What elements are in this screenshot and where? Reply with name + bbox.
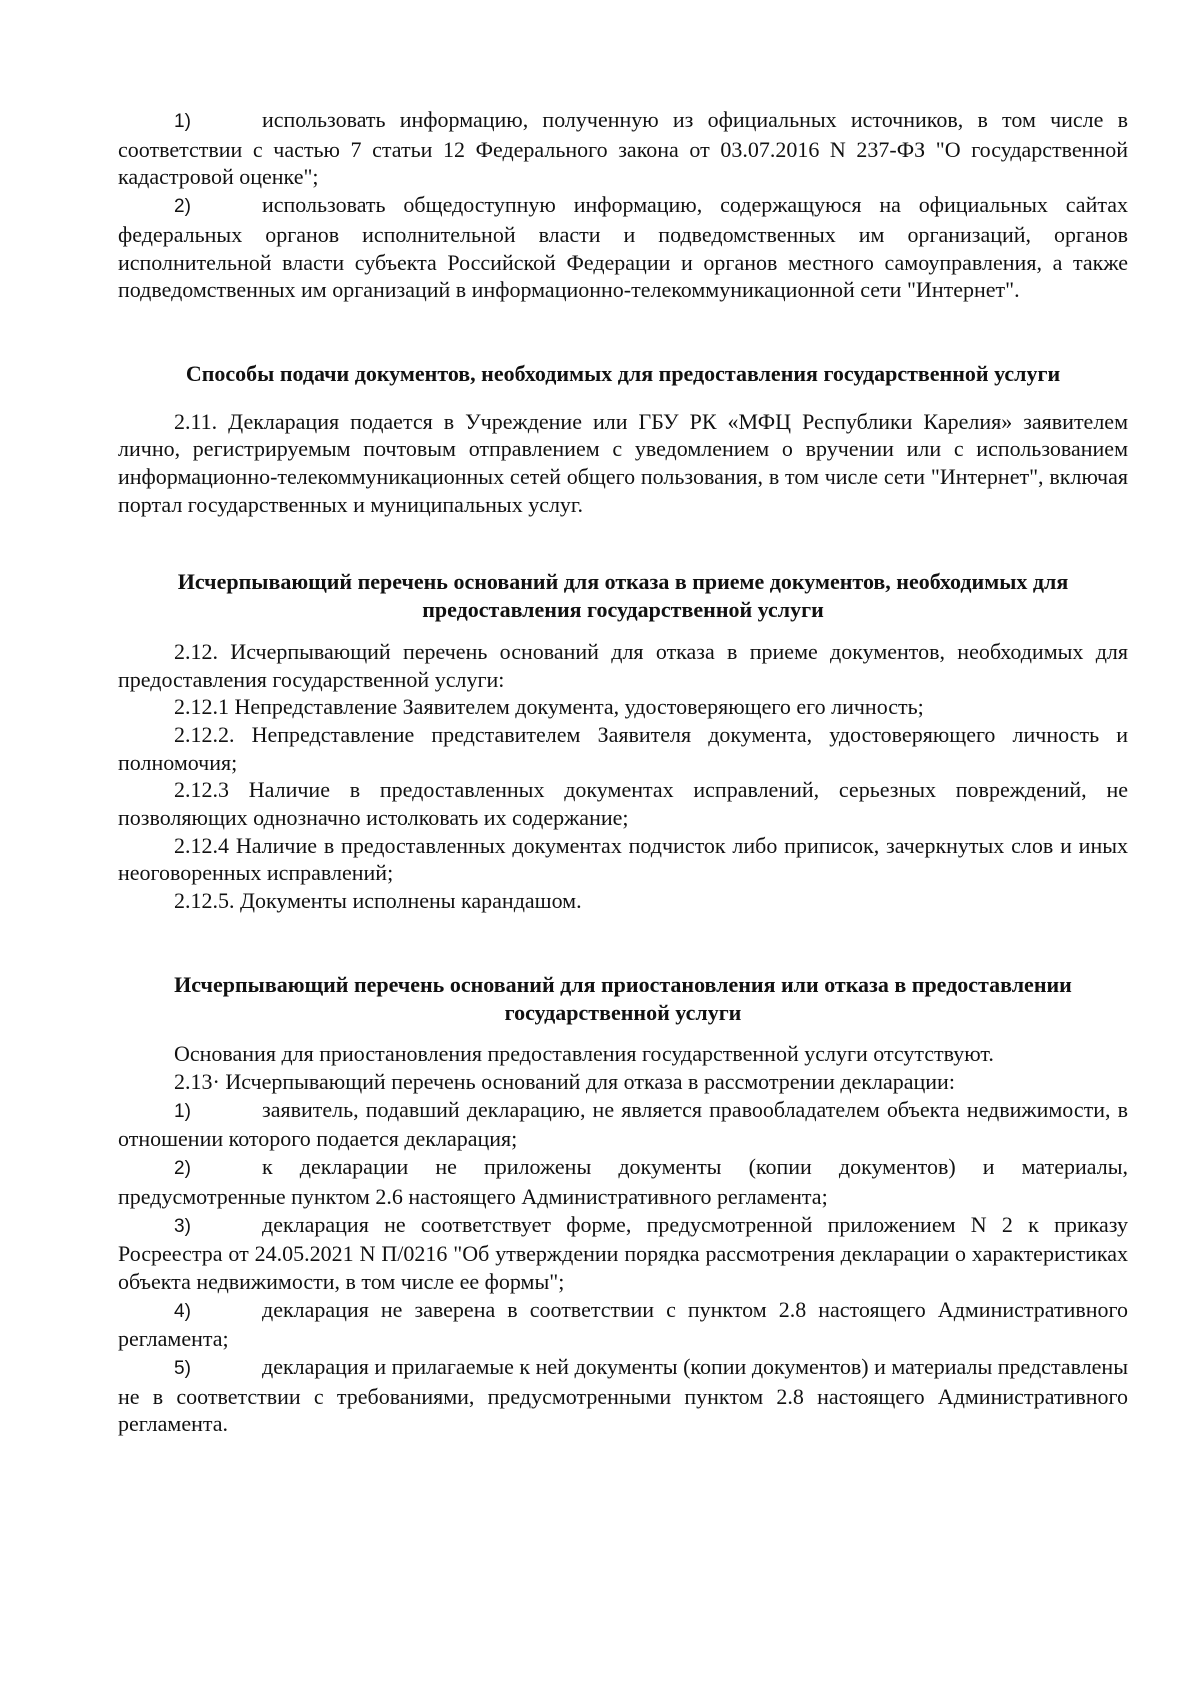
paragraph-2-13: 2.13· Исчерпывающий перечень оснований для отказа в рассмотрении декларации: xyxy=(174,1068,955,1094)
refusal-list-item xyxy=(118,1211,1128,1296)
spacer xyxy=(118,624,1128,638)
list-number: 4) xyxy=(174,1300,191,1322)
list-item-text: использовать информацию, полученную из официальных источников, в том числе в соответствии с частью 7 статьи 12 Федерального закона от 03.07.2016 N 237-ФЗ "О государственной кадастровой оценке"; xyxy=(118,107,1128,190)
spacer xyxy=(118,915,1128,971)
intro-list-item xyxy=(118,106,1128,191)
refusal-list-item xyxy=(118,1153,1128,1210)
list-item-text: использовать общедоступную информацию, содержащуюся на официальных сайтах федеральных органов исполнительной власти и подведомственных им организаций, органов исполнительной власти субъекта Российской Федерации и органов местного самоуправления, а также подведомственных им организаций в информационно-телекоммуникационной сети "Интернет". xyxy=(118,192,1128,303)
list-number: 2) xyxy=(174,196,191,218)
paragraph: 2.12.2. Непредставление представителем Заявителя документа, удостоверяющего личность и полномочия; xyxy=(118,721,1128,775)
list-item-text: декларация не соответствует форме, предусмотренной приложением N 2 к приказу Росреестра от 24.05.2021 N П/0216 "Об утверждении порядка рассмотрения декларации о характеристиках объекта недвижимости, в том числе ее формы"; xyxy=(118,1211,1128,1294)
paragraph: 2.12.4 Наличие в предоставленных документах подчисток либо приписок, зачеркнутых слов и иных неоговоренных исправлений; xyxy=(118,832,1128,886)
paragraph: 2.12. Исчерпывающий перечень оснований для отказа в приеме документов, необходимых для предоставления государственной услуги: xyxy=(118,638,1128,692)
list-number: 2) xyxy=(174,1158,191,1180)
paragraph: 2.12.5. Документы исполнены карандашом. xyxy=(174,888,582,914)
list-item-text: декларация не заверена в соответствии с пунктом 2.8 настоящего Административного регламента; xyxy=(118,1296,1128,1352)
spacer xyxy=(118,518,1128,568)
refusal-list-item xyxy=(118,1096,1128,1153)
list-item-text: к декларации не приложены документы (копии документов) и материалы, предусмотренные пунктом 2.6 настоящего Административного регламента; xyxy=(118,1154,1128,1209)
spacer xyxy=(118,1026,1128,1040)
paragraph-no-suspension: Основания для приостановления предоставления государственной услуги отсутствуют. xyxy=(174,1041,994,1067)
list-number: 3) xyxy=(174,1215,191,1237)
section-heading-refusal-acceptance: Исчерпывающий перечень оснований для отказа в приеме документов, необходимых для предоставления государственной услуги xyxy=(177,569,1069,623)
spacer xyxy=(118,388,1128,408)
list-number: 1) xyxy=(174,111,191,132)
refusal-list-item xyxy=(118,1353,1128,1438)
list-item-text: декларация и прилагаемые к ней документы (копии документов) и материалы представлены не в соответствии с требованиями, предусмотренными пунктом 2.8 настоящего Административного регламента. xyxy=(118,1354,1128,1437)
section-heading-submission: Способы подачи документов, необходимых для предоставления государственной услуги xyxy=(185,360,1061,386)
paragraph: 2.12.3 Наличие в предоставленных документах исправлений, серьезных повреждений, не позволяющих однозначно истолковать их содержание; xyxy=(118,777,1128,831)
list-number: 5) xyxy=(174,1358,191,1380)
paragraph-2-11: 2.11. Декларация подается в Учреждение или ГБУ РК «МФЦ Республики Карелия» заявителем лично, регистрируемым почтовым отправлением с уведомлением о вручении или с использованием информационно-телекоммуникационных сетей общего пользования, в том числе сети "Интернет", включая портал государственных и муниципальных услуг. xyxy=(118,408,1128,517)
intro-list-item xyxy=(118,191,1128,304)
document-page xyxy=(118,106,1128,1438)
section-heading-suspension: Исчерпывающий перечень оснований для приостановления или отказа в предоставлении государственной услуги xyxy=(174,971,1072,1025)
spacer xyxy=(118,304,1128,360)
paragraph: 2.12.1 Непредставление Заявителем документа, удостоверяющего его личность; xyxy=(174,694,924,720)
refusal-list-item xyxy=(118,1296,1128,1353)
list-item-text: заявитель, подавший декларацию, не является правообладателем объекта недвижимости, в отношении которого подается декларация; xyxy=(118,1096,1128,1152)
list-number: 1) xyxy=(174,1100,191,1122)
